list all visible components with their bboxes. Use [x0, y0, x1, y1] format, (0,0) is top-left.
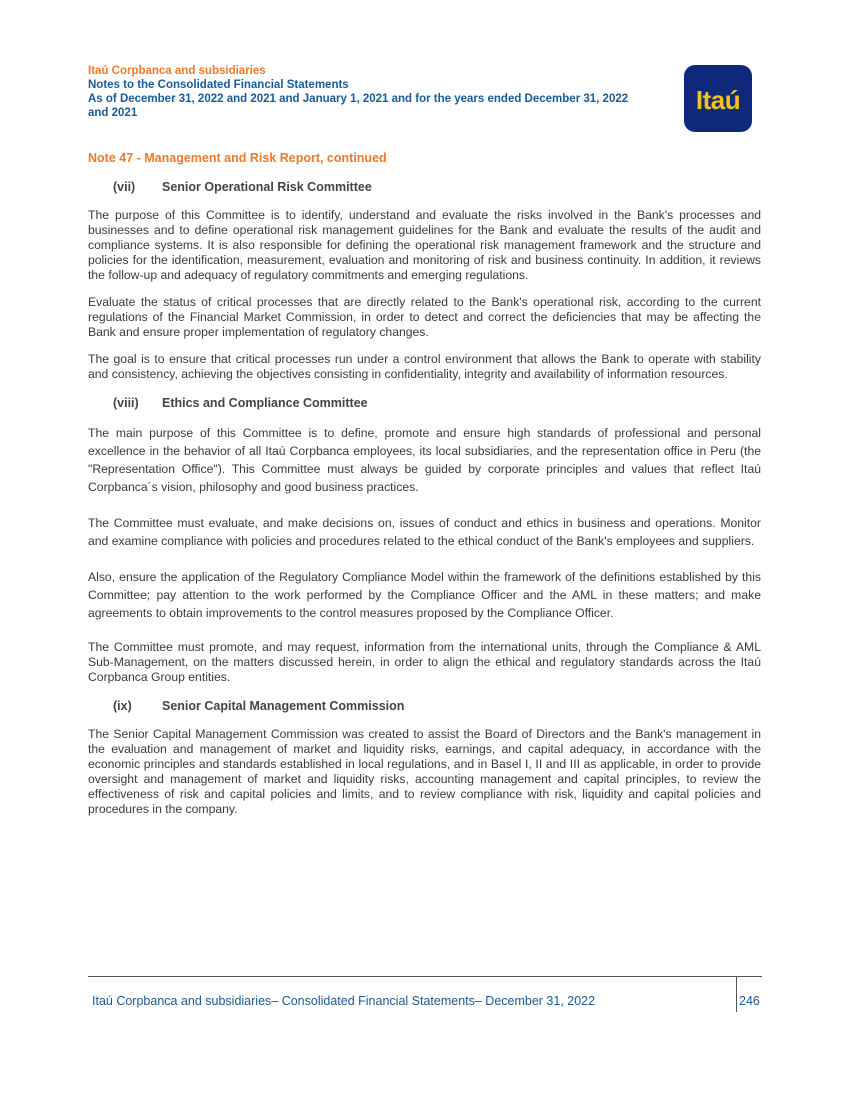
section-number: (ix): [113, 699, 132, 713]
section-number: (viii): [113, 396, 139, 410]
logo-text: Itaú: [695, 85, 741, 115]
itau-logo: [684, 65, 752, 132]
paragraph: Evaluate the status of critical processes that are directly related to the Bank's operational risk, according to the current regulations of the Financial Market Commission, in order to detect and correct the deficiencies that may be affecting the Bank and ensure proper implementation of regulatory changes.: [88, 295, 761, 339]
paragraph: The Committee must promote, and may request, information from the international units, through the Compliance & AML Sub-Management, on the matters discussed herein, in order to align the ethical and regulatory standards across the Itaú Corpbanca Group entities.: [88, 640, 761, 684]
page-header: [88, 64, 688, 120]
header-company: Itaú Corpbanca and subsidiaries: [88, 65, 266, 77]
header-period-cont: and 2021: [88, 107, 138, 119]
section-heading: [113, 697, 761, 715]
page-number: 246: [739, 994, 760, 1008]
section-title: Senior Capital Management Commission: [162, 699, 405, 713]
paragraph: The purpose of this Committee is to identify, understand and evaluate the risks involved in the Bank's processes and businesses and to define operational risk management guidelines for the Bank and evaluate the results of the audit and compliance systems. It is also responsible for defining the operational risk management framework and the structure and policies for the identification, measurement, evaluation and monitoring of risk and business continuity. In addition, it reviews the follow-up and adequacy of regulatory commitments and emerging regulations.: [88, 208, 761, 282]
footer-text: Itaú Corpbanca and subsidiaries– Consolidated Financial Statements– December 31, 2022: [92, 994, 596, 1008]
paragraph: The goal is to ensure that critical processes run under a control environment that allows the Bank to operate with stability and consistency, achieving the objectives consisting in confidentiality, integrity and availability of information resources.: [88, 352, 761, 381]
section-heading: [113, 394, 761, 412]
footer-vertical-divider: [736, 976, 737, 1012]
section-title: Senior Operational Risk Committee: [162, 180, 372, 194]
paragraph: Also, ensure the application of the Regulatory Compliance Model within the framework of the definitions established by this Committee; pay attention to the work performed by the Compliance Officer and the AML in these matters; and make agreements to obtain improvements to the control measures proposed by the Compliance Officer.: [88, 570, 761, 620]
section-heading: [113, 178, 761, 196]
paragraph: The main purpose of this Committee is to define, promote and ensure high standards of professional and personal excellence in the behavior of all Itaú Corpbanca employees, its local subsidiaries, and the representation office in Peru (the "Representation Office"). This Committee must always be guided by corporate principles and values that reflect Itaú Corpbanca´s vision, philosophy and good business practices.: [88, 426, 761, 494]
section-number: (vii): [113, 180, 136, 194]
section-title: Ethics and Compliance Committee: [162, 396, 368, 410]
header-period: As of December 31, 2022 and 2021 and January 1, 2021 and for the years ended December 31, 2022: [88, 93, 629, 105]
footer-divider: [88, 976, 762, 977]
header-statement-title: Notes to the Consolidated Financial Statements: [88, 79, 349, 91]
paragraph: The Senior Capital Management Commission was created to assist the Board of Directors and the Bank's management in the evaluation and management of market and liquidity risks, earnings, and capital adequacy, in accordance with the economic principles and standards established in local regulations, and in Basel I, II and III as applicable, in order to provide oversight and management of market and liquidity risks, accounting management and capital principles, to review the effectiveness of risk and capital policies and limits, and to review compliance with risk, liquidity and capital policies and procedures in the company.: [88, 727, 761, 816]
note-title: Note 47 - Management and Risk Report, continued: [88, 151, 387, 165]
paragraph: The Committee must evaluate, and make decisions on, issues of conduct and ethics in business and operations. Monitor and examine compliance with policies and procedures related to the ethical conduct of the Bank's employees and suppliers.: [88, 516, 761, 548]
document-body: [88, 178, 761, 829]
